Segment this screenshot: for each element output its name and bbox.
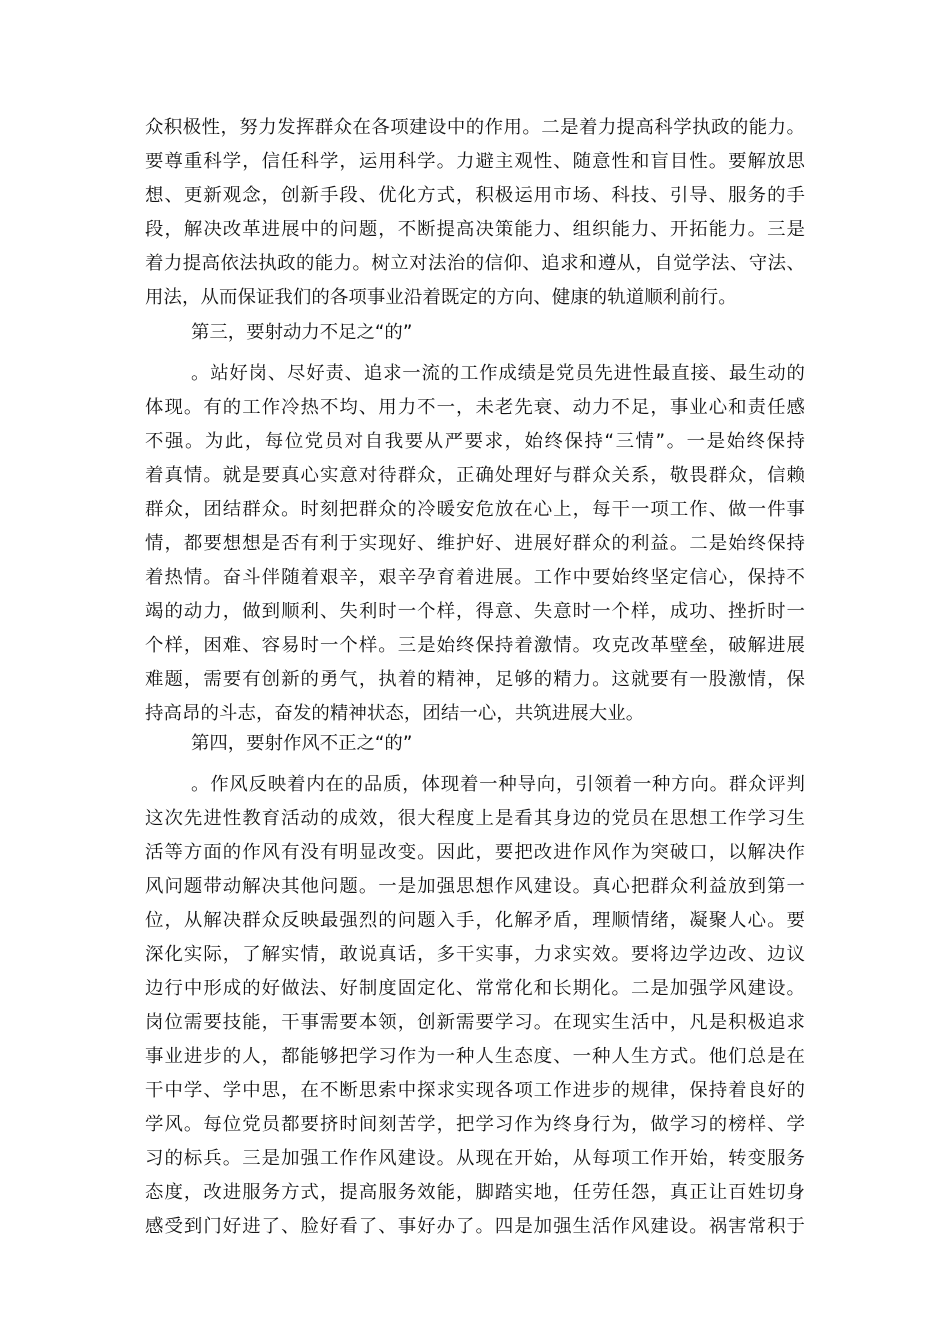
paragraph-line: 想、更新观念，创新手段、优化方式，积极运用市场、科技、引导、服务的手 bbox=[145, 185, 805, 206]
paragraph-line: 感受到门好进了、脸好看了、事好办了。四是加强生活作风建设。祸害常积于 bbox=[145, 1216, 805, 1237]
paragraph-line: 干中学、学中思，在不断思索中探求实现各项工作进步的规律，保持着良好的 bbox=[145, 1080, 805, 1101]
paragraph-line: 风问题带动解决其他问题。一是加强思想作风建设。真心把群众利益放到第一 bbox=[145, 876, 805, 897]
paragraph-line: 用法，从而保证我们的各项事业沿着既定的方向、健康的轨道顺利前行。 bbox=[145, 287, 737, 308]
paragraph-line: 竭的动力，做到顺利、失利时一个样，得意、失意时一个样，成功、挫折时一 bbox=[145, 601, 805, 622]
paragraph-line: 体现。有的工作冷热不均、用力不一，未老先衰、动力不足，事业心和责任感 bbox=[145, 397, 805, 418]
paragraph-line: 群众，团结群众。时刻把群众的冷暖安危放在心上，每干一项工作、做一件事 bbox=[145, 499, 805, 520]
paragraph-line: 段，解决改革进展中的问题，不断提高决策能力、组织能力、开拓能力。三是 bbox=[145, 219, 805, 240]
paragraph-line: 学风。每位党员都要挤时间刻苦学，把学习作为终身行为，做学习的榜样、学 bbox=[145, 1114, 805, 1135]
paragraph-line: 众积极性，努力发挥群众在各项建设中的作用。二是着力提高科学执政的能力。 bbox=[145, 117, 805, 138]
paragraph-line: 习的标兵。三是加强工作作风建设。从现在开始，从每项工作开始，转变服务 bbox=[145, 1148, 805, 1169]
paragraph-line: 情，都要想想是否有利于实现好、维护好、进展好群众的利益。二是始终保持 bbox=[145, 533, 805, 554]
section-heading-fourth: 第四，要射作风不正之“的” bbox=[191, 733, 413, 754]
paragraph-line: 要尊重科学，信任科学，运用科学。力避主观性、随意性和盲目性。要解放思 bbox=[145, 151, 805, 172]
paragraph-1 bbox=[145, 111, 805, 315]
paragraph-line: 着真情。就是要真心实意对待群众，正确处理好与群众关系，敬畏群众，信赖 bbox=[145, 465, 805, 486]
paragraph-2 bbox=[145, 357, 805, 731]
paragraph-line: 。站好岗、尽好责、追求一流的工作成绩是党员先进性最直接、最生动的 bbox=[191, 363, 805, 384]
paragraph-line: 个样，困难、容易时一个样。三是始终保持着激情。攻克改革壁垒，破解进展 bbox=[145, 635, 805, 656]
paragraph-line: 这次先进性教育活动的成效，很大程度上是看其身边的党员在思想工作学习生 bbox=[145, 808, 805, 829]
section-heading-third: 第三，要射动力不足之“的” bbox=[191, 322, 413, 343]
paragraph-line: 岗位需要技能，干事需要本领，创新需要学习。在现实生活中，凡是积极追求 bbox=[145, 1012, 805, 1033]
paragraph-line: 事业进步的人，都能够把学习作为一种人生态度、一种人生方式。他们总是在 bbox=[145, 1046, 805, 1067]
paragraph-line: 边行中形成的好做法、好制度固定化、常常化和长期化。二是加强学风建设。 bbox=[145, 978, 805, 999]
paragraph-3 bbox=[145, 768, 805, 1244]
paragraph-line: 持高昂的斗志，奋发的精神状态，团结一心，共筑进展大业。 bbox=[145, 703, 645, 724]
paragraph-line: 难题，需要有创新的勇气，执着的精神，足够的精力。这就要有一股激情，保 bbox=[145, 669, 805, 690]
paragraph-line: 着热情。奋斗伴随着艰辛，艰辛孕育着进展。工作中要始终坚定信心，保持不 bbox=[145, 567, 805, 588]
paragraph-line: 位，从解决群众反映最强烈的问题入手，化解矛盾，理顺情绪，凝聚人心。要 bbox=[145, 910, 805, 931]
paragraph-line: 不强。为此，每位党员对自我要从严要求，始终保持“三情”。一是始终保持 bbox=[145, 431, 805, 452]
paragraph-line: 着力提高依法执政的能力。树立对法治的信仰、追求和遵从，自觉学法、守法、 bbox=[145, 253, 805, 274]
paragraph-line: 。作风反映着内在的品质，体现着一种导向，引领着一种方向。群众评判 bbox=[191, 774, 805, 795]
paragraph-line: 活等方面的作风有没有明显改变。因此，要把改进作风作为突破口，以解决作 bbox=[145, 842, 805, 863]
paragraph-line: 态度，改进服务方式，提高服务效能，脚踏实地，任劳任怨，真正让百姓切身 bbox=[145, 1182, 805, 1203]
paragraph-line: 深化实际，了解实情，敢说真话，多干实事，力求实效。要将边学边改、边议 bbox=[145, 944, 805, 965]
